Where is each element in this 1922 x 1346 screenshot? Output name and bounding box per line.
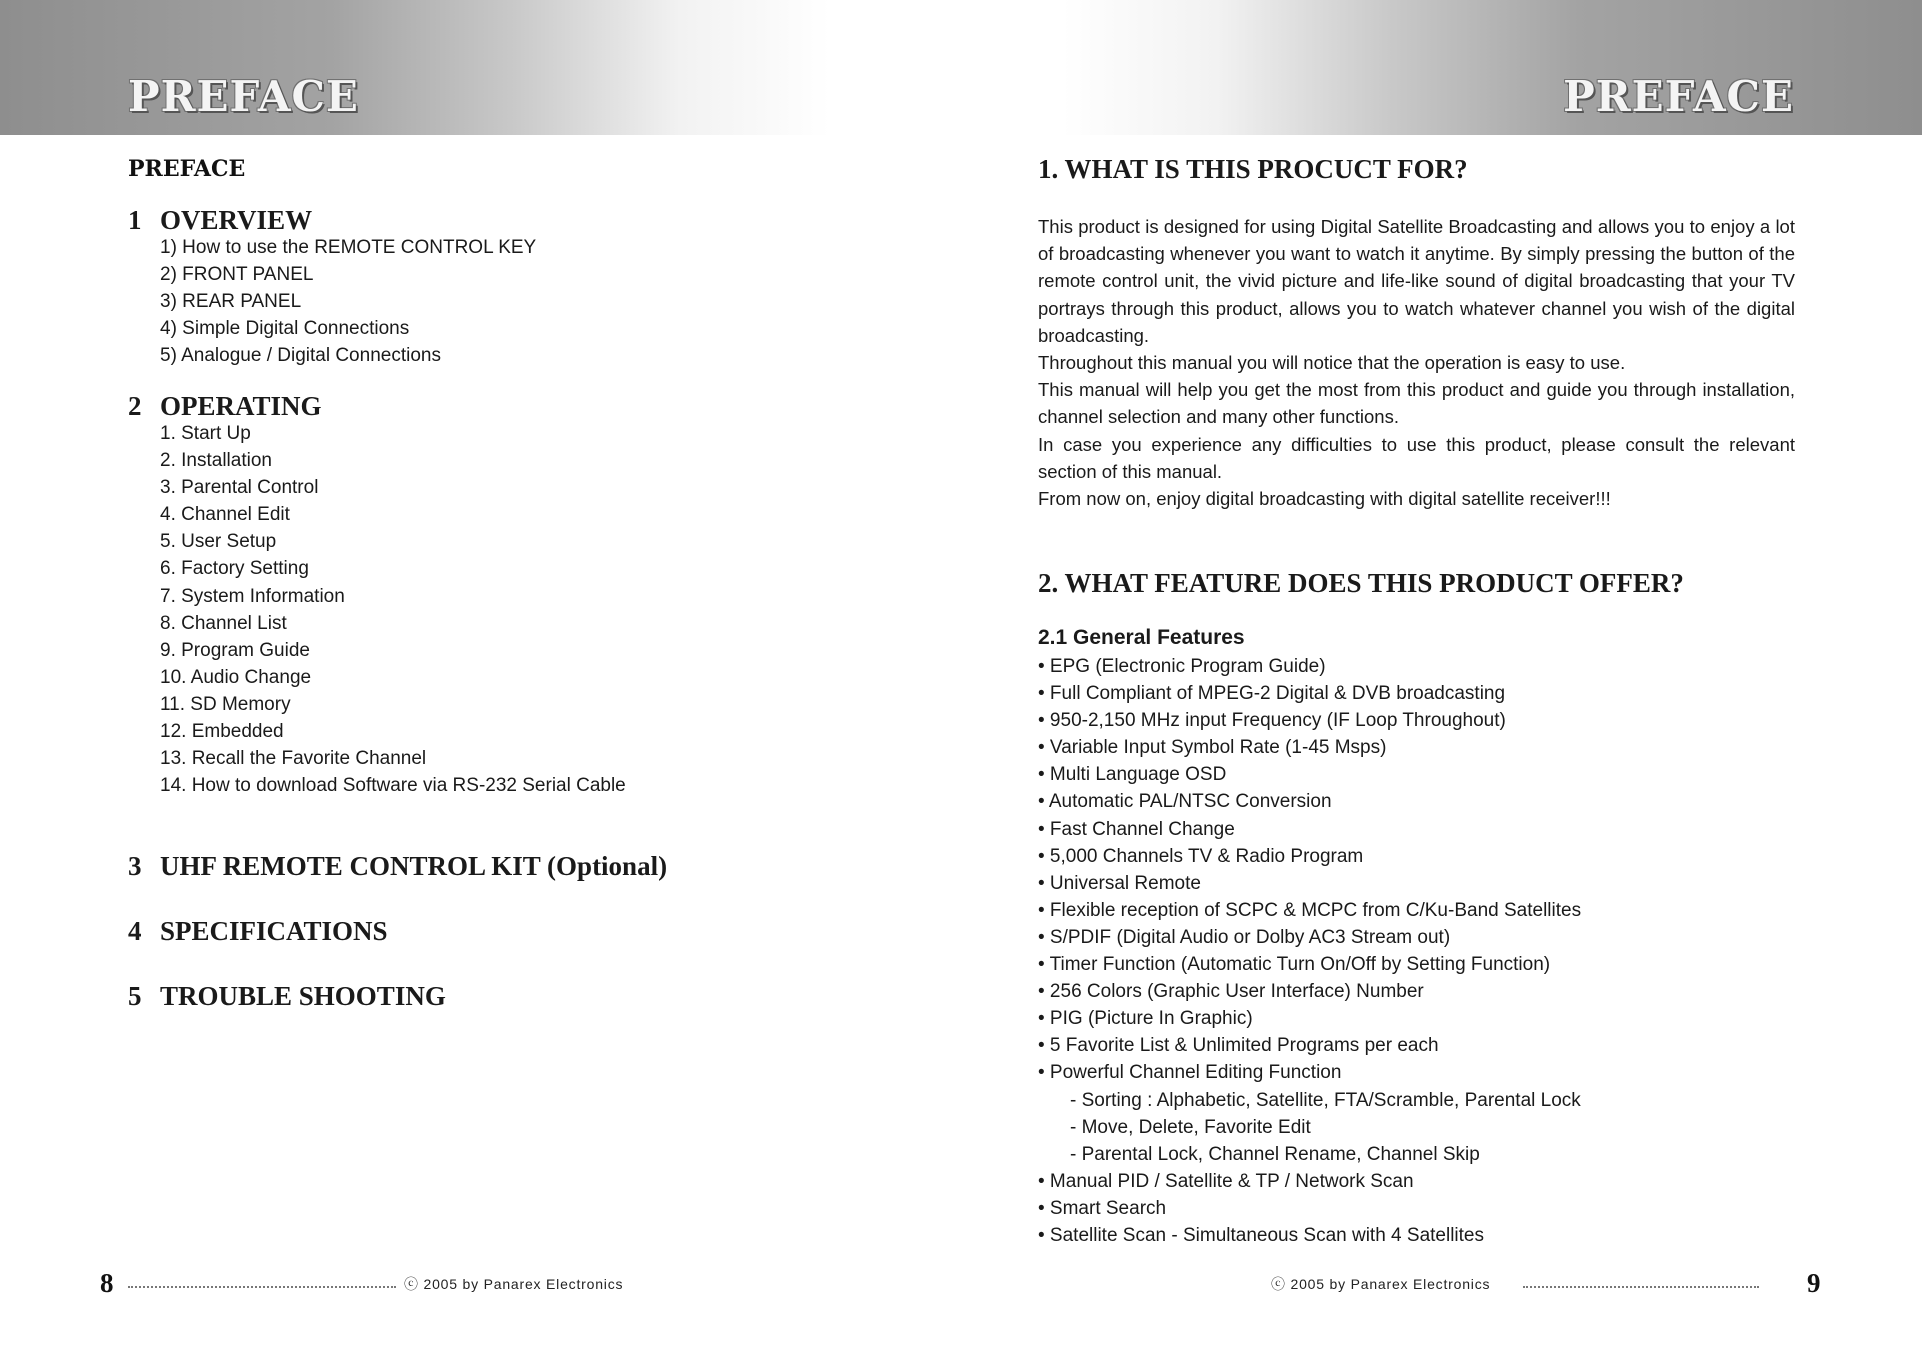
list-item: 1) How to use the REMOTE CONTROL KEY bbox=[160, 237, 537, 258]
list-item: • Universal Remote bbox=[1038, 872, 1201, 894]
page-number: 8 bbox=[100, 1268, 114, 1298]
list-item: • EPG (Electronic Program Guide) bbox=[1038, 656, 1326, 677]
general-features-heading: 2.1 General Features bbox=[1038, 626, 1245, 649]
heading-what-is-product-for: 1. WHAT IS THIS PROCUCT FOR? bbox=[1038, 154, 1468, 184]
list-item: • Satellite Scan - Simultaneous Scan with 4 Satellites bbox=[1038, 1224, 1484, 1246]
list-item: • 5,000 Channels TV & Radio Program bbox=[1038, 845, 1364, 867]
intro-paragraph: Throughout this manual you will notice that the operation is easy to use. bbox=[1038, 352, 1626, 374]
list-item: 8. Channel List bbox=[160, 612, 287, 634]
intro-paragraph: From now on, enjoy digital broadcasting with digital satellite receiver!!! bbox=[1038, 488, 1611, 510]
section-number: 5 bbox=[128, 981, 142, 1011]
left-footer bbox=[0, 1268, 961, 1298]
list-item: • 5 Favorite List & Unlimited Programs per each bbox=[1038, 1035, 1439, 1057]
page-number: 9 bbox=[1807, 1268, 1821, 1298]
list-item: • S/PDIF (Digital Audio or Dolby AC3 Stream out) bbox=[1038, 926, 1451, 948]
section-number: 4 bbox=[128, 916, 142, 946]
list-item: 9. Program Guide bbox=[160, 639, 310, 661]
list-item: 4) Simple Digital Connections bbox=[160, 318, 410, 340]
list-item: 4. Channel Edit bbox=[160, 504, 290, 526]
list-item: • 950-2,150 MHz input Frequency (IF Loop Throughout) bbox=[1038, 710, 1506, 732]
list-item: • Smart Search bbox=[1038, 1197, 1167, 1219]
section-number: 3 bbox=[128, 851, 142, 881]
list-item: 6. Factory Setting bbox=[160, 558, 309, 580]
section-trouble-shooting-title bbox=[128, 983, 446, 1010]
list-subitem: - Move, Delete, Favorite Edit bbox=[1070, 1116, 1311, 1138]
list-item: 5) Analogue / Digital Connections bbox=[160, 345, 441, 367]
list-subitem: - Parental Lock, Channel Rename, Channel Skip bbox=[1070, 1143, 1480, 1165]
features-list bbox=[1038, 653, 1581, 1249]
right-page bbox=[961, 0, 1922, 1346]
intro-paragraph: In case you experience any difficulties to use this product, please consult the relevant section of this manual. bbox=[1038, 433, 1795, 482]
section-number: 2 bbox=[128, 391, 142, 421]
list-item: 12. Embedded bbox=[160, 721, 284, 743]
section-number: 1 bbox=[128, 205, 142, 235]
right-footer bbox=[961, 1268, 1922, 1298]
intro-paragraph: This manual will help you get the most from this product and guide you through installation, channel selection and many other functions. bbox=[1038, 379, 1795, 428]
right-banner bbox=[1062, 0, 1922, 135]
list-item: 11. SD Memory bbox=[160, 693, 291, 715]
list-item: 10. Audio Change bbox=[160, 666, 312, 688]
left-banner-title: PREFACE bbox=[128, 72, 359, 121]
footer-dotted-leader bbox=[1523, 1286, 1759, 1288]
list-item: • Timer Function (Automatic Turn On/Off by Setting Function) bbox=[1038, 954, 1551, 976]
list-item: • Variable Input Symbol Rate (1-45 Msps) bbox=[1038, 737, 1387, 759]
intro-paragraph: This product is designed for using Digital Satellite Broadcasting and allows you to enjoy a lot of broadcasting whenever you want to watch it anytime. By simply pressing the button of the remote control unit, the vivid picture and life-like sound of digital broadcasting that your TV portrays through this product, allows you to watch whatever channel you wish of the digital broadcasting. bbox=[1038, 216, 1795, 346]
section-uhf-remote-title bbox=[128, 853, 667, 880]
section-title-text: TROUBLE SHOOTING bbox=[160, 981, 446, 1011]
section-title-text: OPERATING bbox=[160, 391, 322, 421]
list-subitem: - Sorting : Alphabetic, Satellite, FTA/Scramble, Parental Lock bbox=[1070, 1089, 1581, 1111]
heading-product-features: 2. WHAT FEATURE DOES THIS PRODUCT OFFER? bbox=[1038, 568, 1684, 598]
toc-heading: PREFACE bbox=[128, 156, 246, 182]
intro-text bbox=[1038, 213, 1795, 512]
list-item: • Multi Language OSD bbox=[1038, 764, 1227, 786]
list-item: 14. How to download Software via RS-232 Serial Cable bbox=[160, 775, 626, 797]
list-item: 5. User Setup bbox=[160, 531, 277, 553]
list-item: 7. System Information bbox=[160, 585, 345, 607]
overview-list bbox=[160, 234, 536, 369]
list-item: • Flexible reception of SCPC & MCPC from C/Ku-Band Satellites bbox=[1038, 899, 1582, 921]
list-item: • Full Compliant of MPEG-2 Digital & DVB broadcasting bbox=[1038, 683, 1506, 705]
list-item: • Fast Channel Change bbox=[1038, 818, 1235, 840]
footer-copyright: ⓒ 2005 by Panarex Electronics bbox=[1271, 1276, 1491, 1292]
footer-copyright: ⓒ 2005 by Panarex Electronics bbox=[404, 1276, 624, 1292]
left-banner bbox=[0, 0, 830, 135]
list-item: 2. Installation bbox=[160, 450, 272, 472]
list-item: • Powerful Channel Editing Function bbox=[1038, 1062, 1342, 1084]
operating-list bbox=[160, 420, 626, 799]
list-item: • Automatic PAL/NTSC Conversion bbox=[1038, 791, 1332, 813]
list-item: • 256 Colors (Graphic User Interface) Number bbox=[1038, 981, 1424, 1003]
section-title-text: SPECIFICATIONS bbox=[160, 916, 388, 946]
list-item: 1. Start Up bbox=[160, 423, 251, 444]
list-item: 2) FRONT PANEL bbox=[160, 264, 314, 286]
section-overview-title bbox=[128, 207, 312, 234]
list-item: • PIG (Picture In Graphic) bbox=[1038, 1008, 1253, 1030]
right-banner-title: PREFACE bbox=[1563, 72, 1794, 121]
list-item: 3. Parental Control bbox=[160, 477, 319, 499]
section-title-text: UHF REMOTE CONTROL KIT (Optional) bbox=[160, 851, 668, 881]
section-operating-title bbox=[128, 393, 322, 420]
section-title-text: OVERVIEW bbox=[160, 205, 313, 235]
section-specifications-title bbox=[128, 918, 388, 945]
list-item: 13. Recall the Favorite Channel bbox=[160, 748, 427, 770]
list-item: • Manual PID / Satellite & TP / Network Scan bbox=[1038, 1170, 1414, 1192]
footer-dotted-leader bbox=[128, 1286, 396, 1288]
list-item: 3) REAR PANEL bbox=[160, 291, 302, 313]
